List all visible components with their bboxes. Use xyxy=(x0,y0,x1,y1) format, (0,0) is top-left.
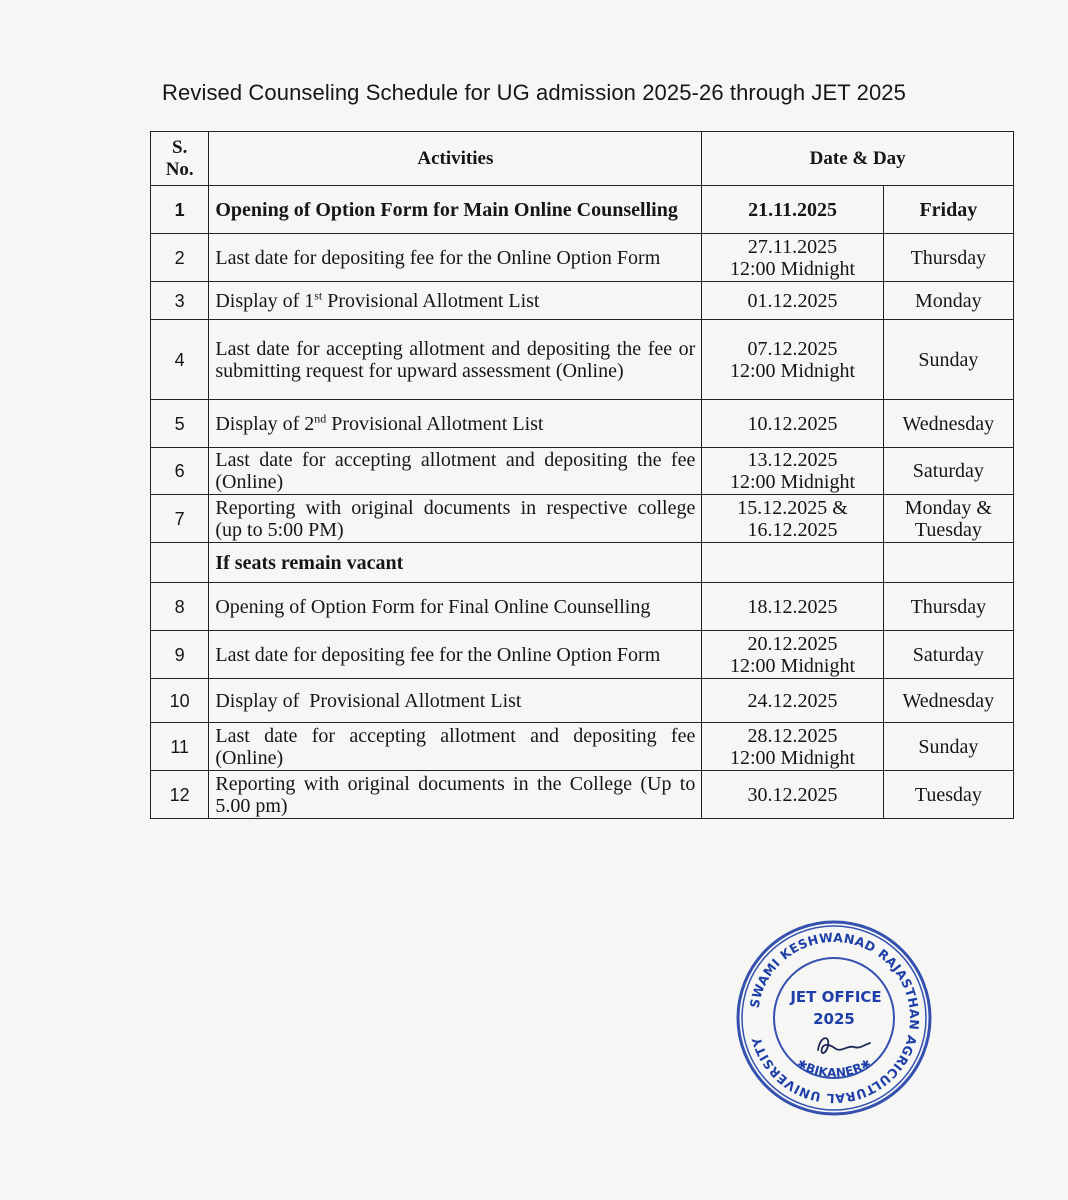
row-sno: 5 xyxy=(151,400,209,448)
row-date-value: 07.12.2025 xyxy=(747,337,838,360)
table-row xyxy=(151,771,1014,819)
row-time-value: 12:00 Midnight xyxy=(730,654,856,677)
row-day: Tuesday xyxy=(883,771,1013,819)
row-activity: Last date for depositing fee for the Online Option Form xyxy=(209,631,702,679)
row-day: Monday xyxy=(883,282,1013,320)
row-sno: 1 xyxy=(151,186,209,234)
seal-ring-text: SWAMI KESHWANAD RAJASTHAN AGRICULTURAL UNIVERSITY xyxy=(746,929,923,1107)
activity-text: Display of 1 xyxy=(215,289,315,312)
row-day: Friday xyxy=(883,186,1013,234)
row-sno: 9 xyxy=(151,631,209,679)
table-row xyxy=(151,448,1014,495)
activity-text: Provisional Allotment List xyxy=(326,412,544,435)
row-date: 01.12.2025 xyxy=(702,282,883,320)
table-row xyxy=(151,631,1014,679)
table-row xyxy=(151,495,1014,543)
row-date xyxy=(702,631,883,679)
row-date-value: 28.12.2025 xyxy=(747,724,838,747)
row-sno: 8 xyxy=(151,583,209,631)
section-day-empty xyxy=(883,543,1013,583)
page-title: Revised Counseling Schedule for UG admission 2025-26 through JET 2025 xyxy=(162,80,906,105)
row-activity: Reporting with original documents in respective college (up to 5:00 PM) xyxy=(209,495,702,543)
office-seal-stamp xyxy=(734,918,934,1118)
header-activities: Activities xyxy=(209,132,702,186)
header-date-day: Date & Day xyxy=(702,132,1014,186)
row-day: Sunday xyxy=(883,320,1013,400)
row-time-value: 12:00 Midnight xyxy=(730,746,856,769)
signature-scribble xyxy=(818,1038,870,1053)
row-time-value: 12:00 Midnight xyxy=(730,471,856,493)
row-activity: Display of Provisional Allotment List xyxy=(209,679,702,723)
row-activity: Last date for accepting allotment and depositing fee (Online) xyxy=(209,723,702,771)
row-day-value-2: Tuesday xyxy=(914,518,982,541)
row-date xyxy=(702,723,883,771)
row-sno: 11 xyxy=(151,723,209,771)
row-date-value: 27.11.2025 xyxy=(747,235,838,258)
row-sno: 3 xyxy=(151,282,209,320)
section-label: If seats remain vacant xyxy=(209,543,702,583)
ordinal-suffix: nd xyxy=(314,410,327,425)
row-sno: 10 xyxy=(151,679,209,723)
row-sno: 2 xyxy=(151,234,209,282)
row-sno: 6 xyxy=(151,448,209,495)
row-activity: Opening of Option Form for Main Online Counselling xyxy=(209,186,702,234)
row-day xyxy=(883,495,1013,543)
row-date xyxy=(702,234,883,282)
ordinal-suffix: st xyxy=(314,287,323,302)
table-row xyxy=(151,186,1014,234)
row-time-value: 12:00 Midnight xyxy=(730,359,856,382)
row-activity: Last date for depositing fee for the Online Option Form xyxy=(209,234,702,282)
row-date: 30.12.2025 xyxy=(702,771,883,819)
row-date: 21.11.2025 xyxy=(702,186,883,234)
section-date-empty xyxy=(702,543,883,583)
row-day: Saturday xyxy=(883,448,1013,495)
table-row xyxy=(151,282,1014,320)
table-row xyxy=(151,723,1014,771)
seal-center-line1: JET OFFICE xyxy=(790,988,882,1006)
activity-text: Provisional Allotment List xyxy=(322,289,540,312)
row-day: Sunday xyxy=(883,723,1013,771)
section-sno-empty xyxy=(151,543,209,583)
header-sno: S. No. xyxy=(151,132,209,186)
row-date xyxy=(702,320,883,400)
row-day: Thursday xyxy=(883,234,1013,282)
row-date xyxy=(702,495,883,543)
table-row xyxy=(151,679,1014,723)
seal-icon xyxy=(734,918,934,1118)
table-row xyxy=(151,320,1014,400)
row-activity xyxy=(209,400,702,448)
row-date: 18.12.2025 xyxy=(702,583,883,631)
table-header-row xyxy=(151,132,1014,186)
table-row xyxy=(151,583,1014,631)
row-day: Wednesday xyxy=(883,400,1013,448)
row-activity: Last date for accepting allotment and depositing the fee or submitting request for upward assessment (Online) xyxy=(209,320,702,400)
schedule-table xyxy=(150,131,1014,819)
row-date: 24.12.2025 xyxy=(702,679,883,723)
row-date xyxy=(702,448,883,495)
row-activity: Reporting with original documents in the College (Up to 5.00 pm) xyxy=(209,771,702,819)
seal-center-line2: 2025 xyxy=(813,1010,855,1028)
activity-text: Display of 2 xyxy=(215,412,315,435)
row-date-value: 13.12.2025 xyxy=(747,449,838,471)
row-activity: Opening of Option Form for Final Online Counselling xyxy=(209,583,702,631)
table-row xyxy=(151,400,1014,448)
row-day-value: Monday & xyxy=(904,496,992,519)
row-activity xyxy=(209,282,702,320)
row-date-value: 20.12.2025 xyxy=(747,632,838,655)
row-time-value: 12:00 Midnight xyxy=(730,257,856,280)
seal-bottom-text: ✱BIKANER✱ xyxy=(794,1056,874,1080)
row-date-value-2: 16.12.2025 xyxy=(747,518,838,541)
row-activity: Last date for accepting allotment and depositing the fee (Online) xyxy=(209,448,702,495)
row-sno: 7 xyxy=(151,495,209,543)
row-date: 10.12.2025 xyxy=(702,400,883,448)
row-date-value: 15.12.2025 & xyxy=(737,496,848,519)
row-day: Wednesday xyxy=(883,679,1013,723)
row-sno: 4 xyxy=(151,320,209,400)
row-sno: 12 xyxy=(151,771,209,819)
row-day: Thursday xyxy=(883,583,1013,631)
row-day: Saturday xyxy=(883,631,1013,679)
table-row xyxy=(151,234,1014,282)
section-row xyxy=(151,543,1014,583)
